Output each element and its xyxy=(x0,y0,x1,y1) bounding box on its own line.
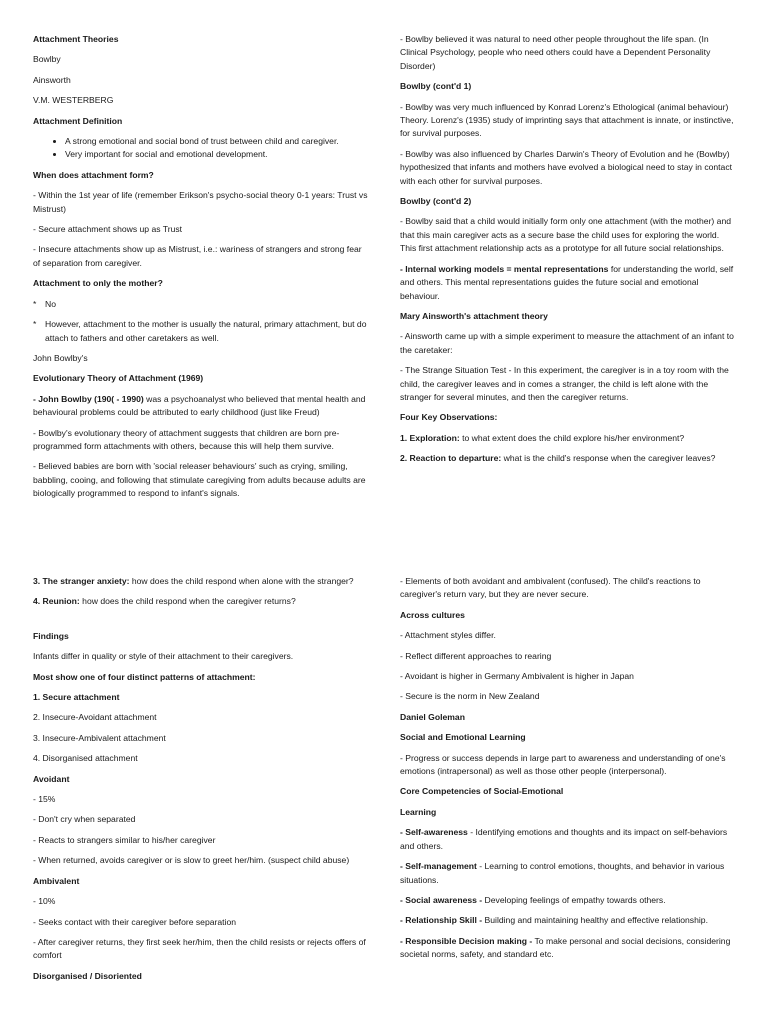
list-item: - Reflect different approaches to rearing xyxy=(400,650,552,661)
list-item: - 10% xyxy=(33,896,56,907)
section-heading: Attachment to only the mother? xyxy=(33,278,163,289)
spacer xyxy=(33,616,368,630)
star-marker: * xyxy=(33,319,37,330)
section-heading: Evolutionary Theory of Attachment (1969) xyxy=(33,373,204,384)
paragraph xyxy=(400,826,735,853)
list-item: • Very important for social and emotional development. xyxy=(65,148,368,161)
paragraph: - Believed babies are born with 'social releaser behaviours' such as crying, smiling, babbling, cooing, and following that stimulate caregiving from adults because adults are biologically programmed to respond to infant's signals. xyxy=(33,461,366,499)
list-item: 2. Insecure-Avoidant attachment xyxy=(33,712,157,723)
section-heading: Bowlby (cont'd 1) xyxy=(400,81,472,92)
bold-lead: 4. Reunion: xyxy=(33,596,80,607)
paragraph-rest: how does the child respond when the caregiver returns? xyxy=(79,596,296,607)
bold-lead: - Self-awareness xyxy=(400,827,468,838)
paragraph-rest: - Identifying emotions and thoughts and its impact on self-behaviors and others. xyxy=(400,827,728,851)
star-item xyxy=(33,298,368,311)
section-heading: Most show one of four distinct patterns of attachment: xyxy=(33,671,256,682)
page-title: Attachment Theories xyxy=(33,34,119,44)
bold-lead: - Social awareness - xyxy=(400,894,483,905)
section-heading: Mary Ainsworth's attachment theory xyxy=(400,310,548,321)
list-item: - Reacts to strangers similar to his/her caregiver xyxy=(33,834,216,845)
section-heading: Avoidant xyxy=(33,773,70,784)
paragraph xyxy=(33,595,368,608)
paragraph: - Insecure attachments show up as Mistrust, i.e.: wariness of strangers and strong fear of separation from caregiver. xyxy=(33,244,362,268)
star-text: However, attachment to the mother is usually the natural, primary attachment, but do attach to fathers and other caretakers as well. xyxy=(45,319,367,343)
list-item: 3. Insecure-Ambivalent attachment xyxy=(33,732,166,743)
list-item: - Attachment styles differ. xyxy=(400,630,496,641)
bold-lead: - Relationship Skill - xyxy=(400,915,483,926)
paragraph: - Ainsworth came up with a simple experiment to measure the attachment of an infant to the caretaker: xyxy=(400,331,734,355)
paragraph-rest: to what extent does the child explore his/her environment? xyxy=(459,432,685,443)
paragraph-rest: how does the child respond when alone with the stranger? xyxy=(129,576,354,586)
paragraph: - Elements of both avoidant and ambivalent (confused). The child's reactions to caregiver's return vary, but they are never secure. xyxy=(400,576,701,600)
paragraph xyxy=(400,432,735,445)
text-line: V.M. WESTERBERG xyxy=(33,95,114,106)
text-line: Bowlby xyxy=(33,54,61,65)
list-item: - 15% xyxy=(33,794,56,805)
paragraph: - Bowlby was very much influenced by Konrad Lorenz's Ethological (animal behaviour) Theory. Lorenz's (1935) study of imprinting says that attachment is innate, or instinctive, for survival purposes. xyxy=(400,101,734,139)
paragraph xyxy=(400,263,735,303)
paragraph xyxy=(400,914,735,927)
column-bottom-left xyxy=(33,575,368,990)
bold-lead: 1. Exploration: xyxy=(400,432,460,443)
section-heading: When does attachment form? xyxy=(33,169,154,180)
bold-lead: - Responsible Decision making - xyxy=(400,935,533,946)
star-text: No xyxy=(45,298,56,309)
paragraph: - Bowlby said that a child would initially form only one attachment (with the mother) and that this main caregiver acts as a secure base the child uses for exploring the world. This first attachment relationship acts as a prototype for all future social relationships. xyxy=(400,216,732,254)
section-heading: Four Key Observations: xyxy=(400,412,498,423)
paragraph xyxy=(33,393,368,420)
paragraph: - Secure attachment shows up as Trust xyxy=(33,224,183,235)
list-item: 1. Secure attachment xyxy=(33,692,120,703)
paragraph-rest: what is the child's response when the caregiver leaves? xyxy=(501,453,716,464)
list-item: • A strong emotional and social bond of trust between child and caregiver. xyxy=(65,135,368,148)
paragraph xyxy=(33,575,368,588)
section-heading: Attachment Definition xyxy=(33,115,123,126)
paragraph-rest: To make personal and social decisions, considering societal norms, safety, and standard etc. xyxy=(400,935,731,960)
section-heading: Social and Emotional Learning xyxy=(400,732,526,743)
paragraph-rest: Developing feelings of empathy towards others. xyxy=(482,894,666,905)
section-heading: Daniel Goleman xyxy=(400,711,465,722)
section-heading: Ambivalent xyxy=(33,875,80,886)
list-item: 4. Disorganised attachment xyxy=(33,753,138,764)
text-line: Ainsworth xyxy=(33,74,71,85)
paragraph xyxy=(400,860,735,887)
bold-lead: - John Bowlby (190( - 1990) xyxy=(33,393,144,404)
paragraph-rest: - Learning to control emotions, thoughts, and behavior in various situations. xyxy=(400,861,725,885)
column-top-left xyxy=(33,33,368,508)
section-heading: Core Competencies of Social-Emotional xyxy=(400,786,564,797)
paragraph: - Bowlby was also influenced by Charles Darwin's Theory of Evolution and he (Bowlby) hypothesized that infants and mothers have evolved a biological need to stay in contact with each other for survival purposes. xyxy=(400,148,733,186)
bold-lead: - Self-management xyxy=(400,861,477,872)
section-heading: Findings xyxy=(33,630,69,641)
column-bottom-right xyxy=(400,575,735,969)
bold-lead: 3. The stranger anxiety: xyxy=(33,576,130,586)
star-marker: * xyxy=(33,298,37,309)
bold-lead: - Internal working models = mental representations xyxy=(400,263,609,274)
paragraph: - Within the 1st year of life (remember Erikson's psycho-social theory 0-1 years: Trust vs Mistrust) xyxy=(33,190,368,214)
paragraph: - Progress or success depends in large part to awareness and understanding of one's emotions (intrapersonal) as well as those other people (interpersonal). xyxy=(400,752,726,777)
list-item: - Seeks contact with their caregiver before separation xyxy=(33,916,237,927)
paragraph-rest: was a psychoanalyst who believed that mental health and behavioural problems could be attributed to early childhood (just like Freud) xyxy=(33,393,366,418)
list-item: - Avoidant is higher in Germany Ambivalent is higher in Japan xyxy=(400,671,634,682)
paragraph: - Bowlby believed it was natural to need other people throughout the life span. (In Clinical Psychology, people who need others could have a Dependent Personality Disorder) xyxy=(400,34,711,71)
section-heading: Disorganised / Disoriented xyxy=(33,970,142,981)
text-line: John Bowlby's xyxy=(33,352,88,363)
paragraph-rest: for understanding the world, self and others. This mental representations guides the future social and emotional behaviour. xyxy=(400,263,734,301)
column-top-right xyxy=(400,33,735,473)
paragraph xyxy=(400,935,735,962)
paragraph xyxy=(400,894,735,907)
paragraph: Infants differ in quality or style of their attachment to their caregivers. xyxy=(33,651,294,662)
section-heading: Bowlby (cont'd 2) xyxy=(400,196,472,207)
list-item: - After caregiver returns, they first seek her/him, then the child resists or rejects offers of comfort xyxy=(33,936,366,961)
star-item xyxy=(33,318,368,345)
list-item: - Secure is the norm in New Zealand xyxy=(400,691,540,702)
bullet-list xyxy=(33,135,368,162)
section-heading: Across cultures xyxy=(400,609,465,620)
paragraph xyxy=(400,452,735,465)
paragraph: - The Strange Situation Test - In this experiment, the caregiver is in a toy room with the child, the caregiver leaves and in comes a stranger, the child is left alone with the stranger for several minutes, and then the caregiver returns. xyxy=(400,365,729,402)
bold-lead: 2. Reaction to departure: xyxy=(400,453,502,464)
paragraph-rest: Building and maintaining healthy and effective relationship. xyxy=(482,915,708,926)
list-item: - Don't cry when separated xyxy=(33,814,136,825)
section-heading: Learning xyxy=(400,806,437,817)
paragraph: - Bowlby's evolutionary theory of attachment suggests that children are born pre-programmed form attachments with others, because this will help them survive. xyxy=(33,427,340,451)
list-item: - When returned, avoids caregiver or is slow to greet her/him. (suspect child abuse) xyxy=(33,855,350,866)
